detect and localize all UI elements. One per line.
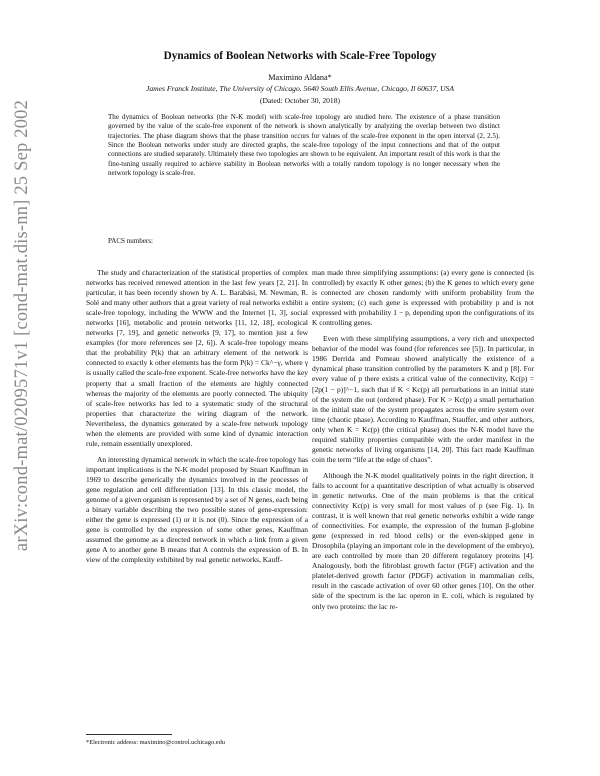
arxiv-id-text: arXiv:cond-mat/0209571v1 [cond-mat.dis-nn] 25 Sep 2002 bbox=[12, 99, 33, 551]
left-column bbox=[86, 268, 308, 571]
footnote-email: *Electronic address: maximino@control.uchicago.edu bbox=[86, 739, 225, 746]
author-name: Maximino Aldana* bbox=[268, 73, 332, 82]
footnote-divider bbox=[86, 734, 172, 735]
date-line: (Dated: October 30, 2018) bbox=[259, 96, 341, 105]
right-column bbox=[312, 268, 534, 618]
body-paragraph: Even with these simplifying assumptions, a very rich and unexpected behavior of the model was found (for references see [5]). In particular, in 1986 Derrida and Pomeau showed analytically the existence of a dynamical phase transition controlled by the parameters K and p [8]. For every value of p there exists a critical value of the connectivity, Kc(p) = [2p(1 − p)]^−1, such that if K < Kc(p) all perturbations in an initial state of the system die out (ordered phase). For K > Kc(p) a small perturbation in the initial state of the system propagates across the entire system over time (chaotic phase). According to Kauffman, Stauffer, and other authors, only when K = Kc(p) (the critical phase) does the N-K model have the required stability properties compatible with the order manifest in the genetic networks of living organisms [14, 20]. This fact made Kauffman coin the term “life at the edge of chaos”. bbox=[312, 334, 534, 464]
body-paragraph: The study and characterization of the statistical properties of complex networks has received renewed attention in the last few years [2, 21]. In particular, it has been recently shown by A. L. Barabási, M. Newman, R. Solé and many other authors that a great variety of real networks exhibit a scale-free topology, including the WWW and the Internet [1, 3], social networks [16], metabolic and protein networks [11, 12, 18], ecological networks [7, 19], and genetic networks [9, 17], to mention just a few examples (for more references see [2, 6]). A scale-free topology means that the probability P(k) that an arbitrary element of the network is connected to exactly k other elements has the form P(k) = Ck^−γ, where γ is usually called the scale-free exponent. Scale-free networks have the key property that a small fraction of the elements are highly connected whereas the majority of the elements are poorly connected. The ubiquity of scale-free networks has led to a systematic study of the structural properties that characterize the wiring diagram of the network. Nevertheless, the dynamics generated by a scale-free network topology when the elements are provided with some kind of dynamic interaction rule, remain essentially unexplored. bbox=[86, 268, 308, 448]
arxiv-side-identifier bbox=[8, 30, 38, 620]
body-paragraph: An interesting dynamical network in which the scale-free topology has important implications is the N-K model proposed by Stuart Kauffman in 1969 to describe generically the dynamics involved in the processes of gene regulation and cell differentiation [13]. In this classic model, the genome of a given organism is represented by a set of N genes, each being a binary variable describing the two possible states of gene-expression: either the gene is expressed (1) or it is not (0). Since the expression of a gene is controlled by the expression of some other genes, Kauffman assumed the genome as a directed network in which a link from a given gene A to another gene B means that A controls the expression of B. In view of the complexity exhibited by real genetic networks, Kauff- bbox=[86, 454, 308, 565]
pacs-numbers: PACS numbers: bbox=[108, 237, 153, 245]
paper-title: Dynamics of Boolean Networks with Scale-Free Topology bbox=[163, 50, 437, 62]
body-paragraph: man made three simplifying assumptions: (a) every gene is connected (is controlled) by exactly K other genes; (b) the K genes to which every gene is connected are chosen randomly with uniform probability from the entire system; (c) each gene is expressed with probability p and is not expressed with probability 1 − p, depending upon the configurations of its K controlling genes. bbox=[312, 268, 534, 328]
abstract: The dynamics of Boolean networks (the N-K model) with scale-free topology are studied here. The existence of a phase transition governed by the value of the scale-free exponent of the network is shown analytically by analyzing the overlap between two distinct trajectories. The phase diagram shows that the phase transition occurs for values of the scale-free exponent in the open interval (2, 2.5). Since the Boolean networks under study are directed graphs, the scale-free topology of the input connections and that of the output connections are studied separately. Ultimately these two topologies are shown to be equivalent. An important result of this work is that the fine-tuning usually required to achieve stability in Boolean networks with a totally random topology is no longer necessary when the network topology is scale-free. bbox=[108, 113, 500, 178]
author-affiliation: James Franck Institute, The University of Chicago. 5640 South Ellis Avenue, Chicago, Il 60637, USA bbox=[146, 84, 454, 93]
body-paragraph: Although the N-K model qualitatively points in the right direction, it fails to account for a quantitative description of what actually is observed in genetic networks. One of the main problems is that the critical connectivity Kc(p) is very small for most values of p (see Fig. 1). In contrast, it is well known that real genetic networks exhibit a wide range of connectivities. For example, the expression of the human β-globine gene (expressed in red blood cells) or the even-skipped gene in Drosophila (playing an important role in the development of the embryo), are each controlled by more than 20 different regulatory proteins [4]. Analogously, both the fibroblast growth factor (FGF) activation and the platelet-derived growth factor (PDGF) activation in mammalian cells, result in the cascade activation of over 60 other genes [10]. On the other side of the spectrum is the lac operon in E. coli, which is regulated by only two proteins: the lac re- bbox=[312, 470, 534, 611]
